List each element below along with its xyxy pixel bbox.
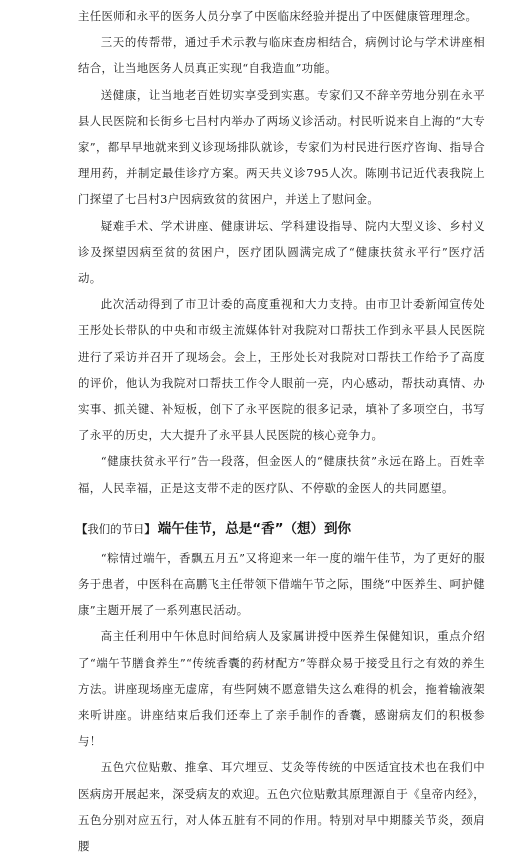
paragraph: “粽情过端午，香飘五月五”又将迎来一年一度的端午佳节，为了更好的服务于患者，中医科在高鹏飞主任带领下借端午节之际，围绕“中医养生、呵护健康”主题开展了一系列惠民活动。 (78, 550, 485, 618)
paragraph: 主任医师和永平的医务人员分享了中医临床经验并提出了中医健康管理理念。 (78, 9, 478, 23)
paragraph: “健康扶贫永平行”告一段落，但金医人的“健康扶贫”永远在路上。百姓幸福，人民幸福，正是这支带不走的医疗队、不停歇的金医人的共同愿望。 (78, 454, 485, 495)
body-text-part-1 (78, 3, 485, 501)
paragraph: 高主任利用中午休息时间给病人及家属讲授中医养生保健知识，重点介绍了“端午节膳食养生”“传统香囊的药材配方”等群众易于接受且行之有效的养生方法。讲座现场座无虚席，有些阿姨不愿意错失这么难得的机会，拖着输液架来听讲座。讲座结束后我们还奉上了亲手制作的香囊，感谢病友们的积极参与！ (78, 629, 485, 749)
paragraph: 送健康，让当地老百姓切实享受到实惠。专家们又不辞辛劳地分别在永平县人民医院和长街乡七吕村内举办了两场义诊活动。村民听说来自上海的“大专家”，都早早地就来到义诊现场排队就诊，专家们为村民进行医疗咨询、指导合理用药，并制定最佳诊疗方案。两天共义诊795人次。陈刚书记近代表我院上门探望了七吕村3户因病致贫的贫困户，并送上了慰问金。 (78, 87, 485, 207)
section-spacer (78, 501, 485, 513)
section-name: 我们的节日 (87, 521, 145, 536)
paragraph: 三天的传帮带，通过手术示教与临床查房相结合，病例讨论与学术讲座相结合，让当地医务人员真正实现“自我造血”功能。 (78, 35, 485, 76)
body-text-part-2 (78, 545, 485, 859)
section-bracket-close: 】 (144, 521, 156, 536)
section-title: 端午佳节，总是“香”（想）到你 (157, 520, 352, 537)
paragraph: 此次活动得到了市卫计委的高度重视和大力支持。由市卫计委新闻宣传处王彤处长带队的中央和市级主流媒体针对我院对口帮扶工作到永平县人民医院进行了采访并召开了现场会。会上，王彤处长对我院对口帮扶工作给予了高度的评价，他认为我院对口帮扶工作令人眼前一亮，内心感动，帮扶动真情、办实事、抓关键、补短板，创下了永平医院的很多记录，填补了多项空白，书写了永平的历史，大大提升了永平县人民医院的核心竞争力。 (78, 297, 485, 443)
section-bracket-open: 【 (76, 521, 88, 536)
section-heading (76, 513, 485, 545)
paragraph: 疑难手术、学术讲座、健康讲坛、学科建设指导、院内大型义诊、乡村义诊及探望因病至贫的贫困户，医疗团队圆满完成了“健康扶贫永平行”医疗活动。 (78, 218, 485, 286)
paragraph: 五色穴位贴敷、推拿、耳穴埋豆、艾灸等传统的中医适宜技术也在我们中医病房开展起来，深受病友的欢迎。五色穴位贴敷其原理源自于《皇帝内经》，五色分别对应五行，对人体五脏有不同的作用。特别对早中期膝关节炎，颈肩腰 (78, 760, 485, 854)
